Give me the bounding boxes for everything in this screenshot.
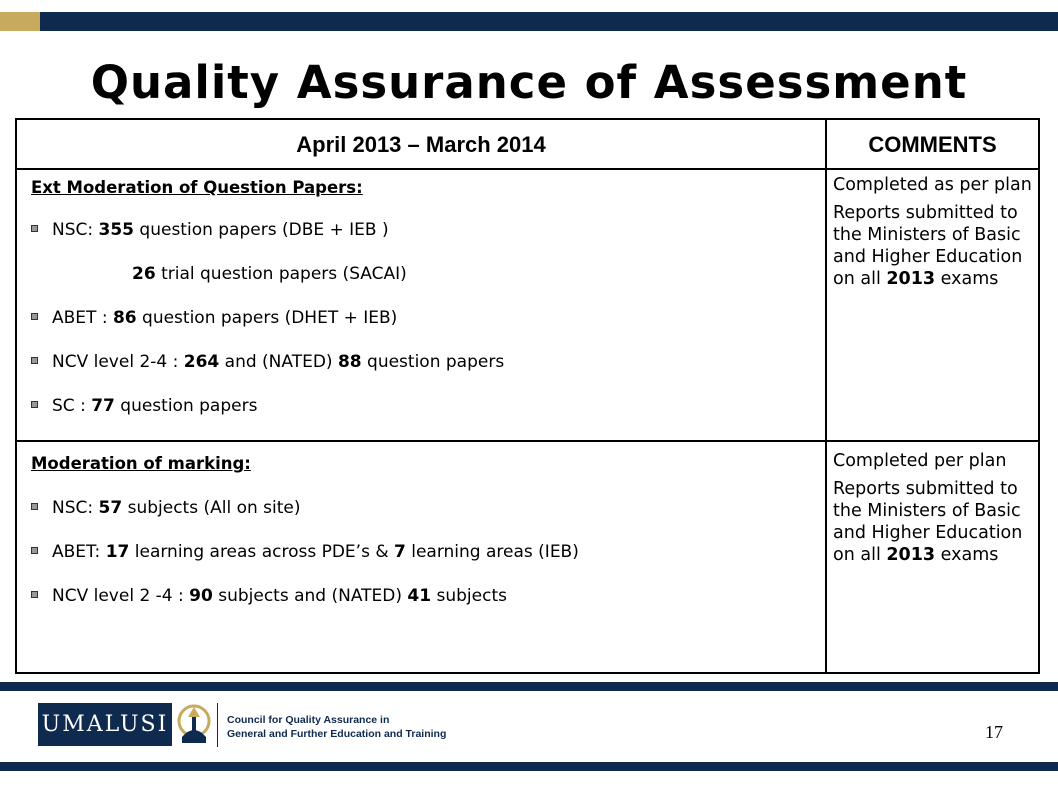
square-bullet-icon	[31, 547, 38, 554]
section1-sc-item: SC : 77 question papers	[31, 396, 257, 416]
bottom-bar-upper	[0, 682, 1058, 691]
logo-separator	[217, 703, 218, 747]
section1-abet-item: ABET : 86 question papers (DHET + IEB)	[31, 308, 397, 328]
top-bar	[0, 12, 1058, 31]
square-bullet-icon	[31, 591, 38, 598]
umalusi-logo: UMALUSI	[38, 703, 172, 746]
slide-title: Quality Assurance of Assessment	[90, 56, 968, 109]
header-comments: COMMENTS	[868, 132, 997, 157]
section1-trial-item: 26 trial question papers (SACAI)	[132, 264, 407, 284]
row-divider	[17, 440, 1038, 442]
section2-abet-item: ABET: 17 learning areas across PDE’s & 7 learning areas (IEB)	[31, 542, 579, 562]
page-number: 17	[985, 722, 1003, 742]
umalusi-emblem-icon	[174, 699, 214, 749]
content-table	[15, 118, 1040, 674]
section1-comments	[833, 174, 1033, 296]
square-bullet-icon	[31, 313, 38, 320]
section1-ncv-item: NCV level 2-4 : 264 and (NATED) 88 question papers	[31, 352, 504, 372]
council-name: Council for Quality Assurance in General and Further Education and Training	[227, 714, 447, 740]
section1-comment-reports: Reports submitted to the Ministers of Basic and Higher Education on all 2013 exams	[833, 203, 1023, 289]
square-bullet-icon	[31, 503, 38, 510]
section1-nsc-item: NSC: 355 question papers (DBE + IEB )	[31, 220, 389, 240]
section2-comment-reports: Reports submitted to the Ministers of Basic and Higher Education on all 2013 exams	[833, 479, 1023, 565]
section2-heading: Moderation of marking:	[31, 454, 251, 473]
square-bullet-icon	[31, 401, 38, 408]
bottom-bar-lower	[0, 762, 1058, 771]
header-period: April 2013 – March 2014	[296, 132, 546, 157]
section2-nsc-item: NSC: 57 subjects (All on site)	[31, 498, 301, 518]
section2-comments	[833, 450, 1033, 572]
section2-comment-status: Completed per plan	[833, 451, 1007, 471]
section1-comment-status: Completed as per plan	[833, 175, 1032, 195]
square-bullet-icon	[31, 225, 38, 232]
column-divider	[825, 120, 827, 672]
section1-heading: Ext Moderation of Question Papers:	[31, 178, 363, 197]
square-bullet-icon	[31, 357, 38, 364]
section2-ncv-item: NCV level 2 -4 : 90 subjects and (NATED) 41 subjects	[31, 586, 507, 606]
top-bar-gold-accent	[0, 12, 40, 31]
